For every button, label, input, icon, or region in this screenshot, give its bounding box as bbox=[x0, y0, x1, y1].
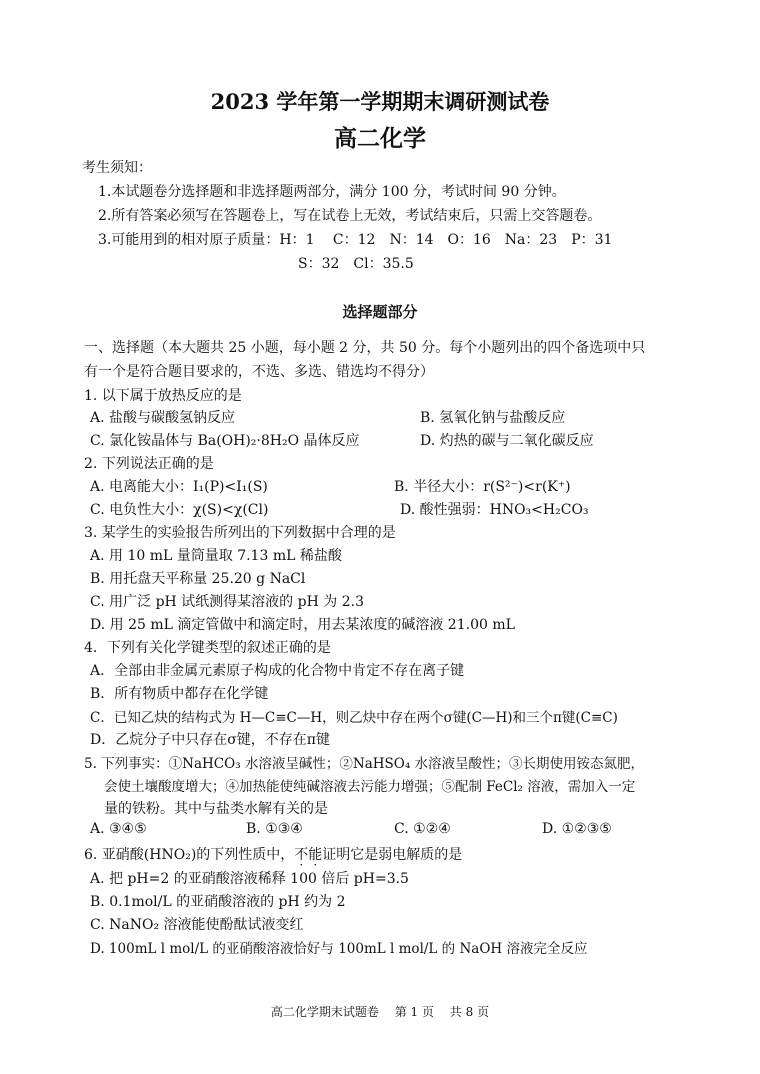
notice-heading: 考生须知： bbox=[82, 160, 152, 176]
question-stem bbox=[84, 844, 462, 864]
option: D. 酸性强弱：HNO₃<H₂CO₃ bbox=[400, 502, 589, 518]
option: A. 盐酸与碳酸氢钠反应 bbox=[90, 410, 236, 426]
exam-title: 2023 学年第一学期期末调研测试卷 bbox=[210, 89, 550, 114]
option: C．已知乙炔的结构式为 H—C≡C—H，则乙炔中存在两个σ键(C—H)和三个π键(C≡C) bbox=[90, 710, 618, 726]
option: A. 用 10 mL 量筒量取 7.13 mL 稀盐酸 bbox=[90, 548, 342, 564]
notice-item: S：32 Cl：35.5 bbox=[298, 256, 414, 272]
question-stem: 3. 某学生的实验报告所列出的下列数据中合理的是 bbox=[84, 525, 396, 541]
option: C. 用广泛 pH 试纸测得某溶液的 pH 为 2.3 bbox=[90, 594, 364, 610]
option: A. 电离能大小：I₁(P)<I₁(S) bbox=[90, 479, 268, 495]
notice-item: 2.所有答案必须写在答题卷上，写在试卷上无效，考试结束后，只需上交答题卷。 bbox=[98, 208, 602, 224]
part1-intro: 一、选择题（本大题共 25 小题，每小题 2 分，共 50 分。每个小题列出的四个备选项中只 bbox=[84, 340, 646, 356]
notice-item: 3.可能用到的相对原子质量：H：1 C：12 N：14 O：16 Na：23 P：31 bbox=[98, 232, 613, 248]
stem-text: 6. 亚硝酸(HNO₂)的下列性质中， bbox=[84, 847, 295, 863]
option: A. ③④⑤ bbox=[90, 821, 147, 837]
option: B．所有物质中都存在化学键 bbox=[90, 686, 269, 702]
question-stem: 1. 以下属于放热反应的是 bbox=[84, 388, 242, 404]
option: A. 把 pH=2 的亚硝酸溶液稀释 100 倍后 pH=3.5 bbox=[90, 871, 409, 887]
emphasis-char: 能 bbox=[308, 847, 323, 863]
section-title: 选择题部分 bbox=[342, 303, 418, 321]
exam-subject: 高二化学 bbox=[334, 125, 426, 152]
option: C. ①②④ bbox=[394, 821, 451, 837]
option: C. 氯化铵晶体与 Ba(OH)₂·8H₂O 晶体反应 bbox=[90, 433, 360, 449]
option: C. 电负性大小：χ(S)<χ(Cl) bbox=[90, 502, 269, 518]
option: D．乙烷分子中只存在σ键，不存在π键 bbox=[90, 732, 330, 748]
stem-text: 证明它是弱电解质的是 bbox=[322, 847, 463, 863]
option: B. 氢氧化钠与盐酸反应 bbox=[420, 410, 566, 426]
option: B. 0.1mol/L 的亚硝酸溶液的 pH 约为 2 bbox=[90, 894, 346, 910]
option: D. ①②③⑤ bbox=[542, 821, 612, 837]
question-stem: 2. 下列说法正确的是 bbox=[84, 456, 214, 472]
option: B. 用托盘天平称量 25.20 g NaCl bbox=[90, 571, 306, 587]
question-stem: 量的铁粉。其中与盐类水解有关的是 bbox=[104, 801, 328, 817]
option: B. ①③④ bbox=[246, 821, 303, 837]
page-footer: 高二化学期末试题卷 第 1 页 共 8 页 bbox=[270, 1005, 490, 1019]
question-stem: 4．下列有关化学键类型的叙述正确的是 bbox=[84, 640, 331, 656]
option: A．全部由非金属元素原子构成的化合物中肯定不存在离子键 bbox=[90, 663, 465, 679]
part1-intro: 有一个是符合题目要求的，不选、多选、错选均不得分） bbox=[84, 364, 434, 380]
option: C. NaNO₂ 溶液能使酚酞试液变红 bbox=[90, 917, 304, 933]
emphasis-char: 不 bbox=[294, 847, 309, 863]
question-stem: 会使土壤酸度增大；④加热能使纯碱溶液去污能力增强；⑤配制 FeCl₂ 溶液，需加入一定 bbox=[104, 779, 636, 795]
option: D. 100mL l mol/L 的亚硝酸溶液恰好与 100mL l mol/L 的 NaOH 溶液完全反应 bbox=[90, 941, 588, 957]
option: B. 半径大小：r(S²⁻)<r(K⁺) bbox=[394, 479, 571, 495]
notice-item: 1.本试题卷分选择题和非选择题两部分，满分 100 分，考试时间 90 分钟。 bbox=[98, 184, 566, 200]
question-stem: 5. 下列事实：①NaHCO₃ 水溶液呈碱性；②NaHSO₄ 水溶液呈酸性；③长期使用铵态氮肥， bbox=[84, 756, 645, 772]
option: D. 用 25 mL 滴定管做中和滴定时，用去某浓度的碱溶液 21.00 mL bbox=[90, 617, 515, 633]
option: D. 灼热的碳与二氧化碳反应 bbox=[420, 433, 594, 449]
